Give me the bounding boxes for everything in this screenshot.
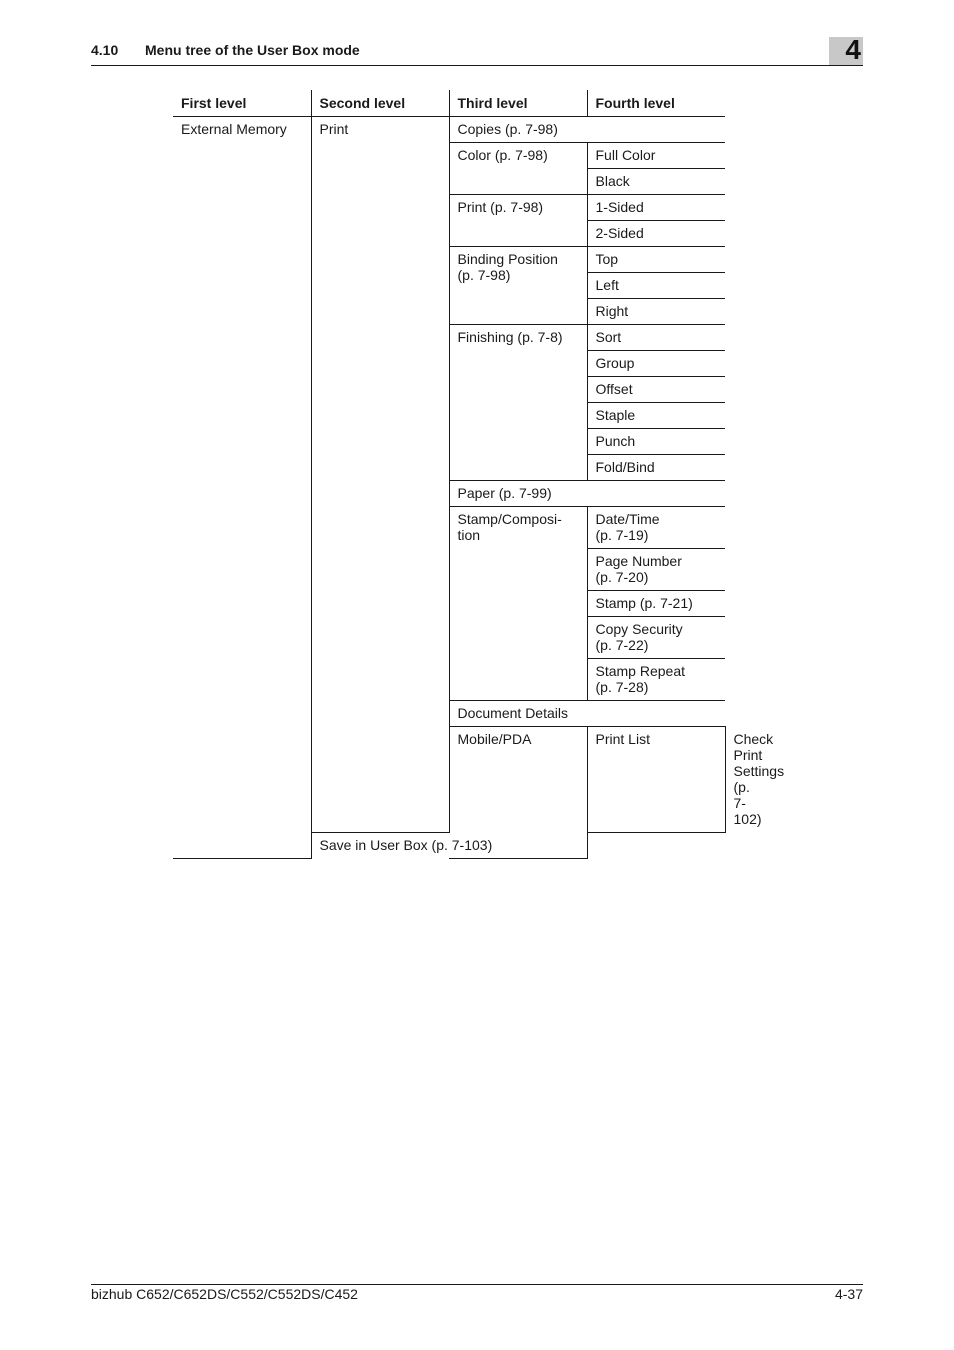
- fourth-level-sort: Sort: [587, 325, 725, 351]
- fourth-level-left: Left: [587, 273, 725, 299]
- section-title: Menu tree of the User Box mode: [145, 42, 360, 58]
- fourth-level-page-number: Page Number (p. 7-20): [587, 549, 725, 591]
- third-level-print: Print (p. 7-98): [449, 195, 587, 247]
- header-fourth-level: Fourth level: [587, 90, 725, 117]
- footer-model-name: bizhub C652/C652DS/C552/C552DS/C452: [91, 1286, 358, 1302]
- fourth-level-date-time: Date/Time (p. 7-19): [587, 507, 725, 549]
- fourth-level-2-sided: 2-Sided: [587, 221, 725, 247]
- table-row: Mobile/PDA Print List Check Print Settings (p. 7-102): [173, 727, 725, 833]
- fourth-level-full-color: Full Color: [587, 143, 725, 169]
- fourth-level-staple: Staple: [587, 403, 725, 429]
- fourth-level-right: Right: [587, 299, 725, 325]
- menu-tree-table: [173, 90, 785, 859]
- table-header-row: [173, 90, 725, 117]
- header-first-level: First level: [173, 90, 311, 117]
- third-level-finishing: Finishing (p. 7-8): [449, 325, 587, 481]
- fourth-level-punch: Punch: [587, 429, 725, 455]
- third-level-copies: Copies (p. 7-98): [449, 117, 725, 143]
- first-level-external-memory: External Memory: [173, 117, 311, 859]
- fourth-level-group: Group: [587, 351, 725, 377]
- first-level-mobile-pda: Mobile/PDA: [449, 727, 587, 859]
- fourth-level-1-sided: 1-Sided: [587, 195, 725, 221]
- section-number: 4.10: [91, 42, 119, 58]
- chapter-badge: [829, 34, 863, 65]
- header-second-level: Second level: [311, 90, 449, 117]
- second-level-document-details: Document Details: [449, 701, 725, 727]
- third-level-color: Color (p. 7-98): [449, 143, 587, 195]
- fourth-level-copy-security: Copy Security (p. 7-22): [587, 617, 725, 659]
- page-header: [91, 40, 863, 66]
- fourth-level-offset: Offset: [587, 377, 725, 403]
- table-row: [173, 117, 725, 143]
- fourth-level-stamp-repeat: Stamp Repeat (p. 7-28): [587, 659, 725, 701]
- fourth-level-stamp: Stamp (p. 7-21): [587, 591, 725, 617]
- chapter-number: 4: [845, 34, 861, 65]
- third-level-binding-position: Binding Position (p. 7-98): [449, 247, 587, 325]
- second-level-print: Print: [311, 117, 449, 833]
- header-third-level: Third level: [449, 90, 587, 117]
- fourth-level-black: Black: [587, 169, 725, 195]
- third-level-stamp-composition: Stamp/Composi- tion: [449, 507, 587, 701]
- footer-page-number: 4-37: [834, 1286, 863, 1302]
- second-level-save-in-user-box: Save in User Box (p. 7-103): [311, 833, 725, 859]
- third-level-paper: Paper (p. 7-99): [449, 481, 725, 507]
- page-footer: [91, 1284, 863, 1302]
- second-level-print-list: Print List: [587, 727, 725, 833]
- fourth-level-top: Top: [587, 247, 725, 273]
- fourth-level-fold-bind: Fold/Bind: [587, 455, 725, 481]
